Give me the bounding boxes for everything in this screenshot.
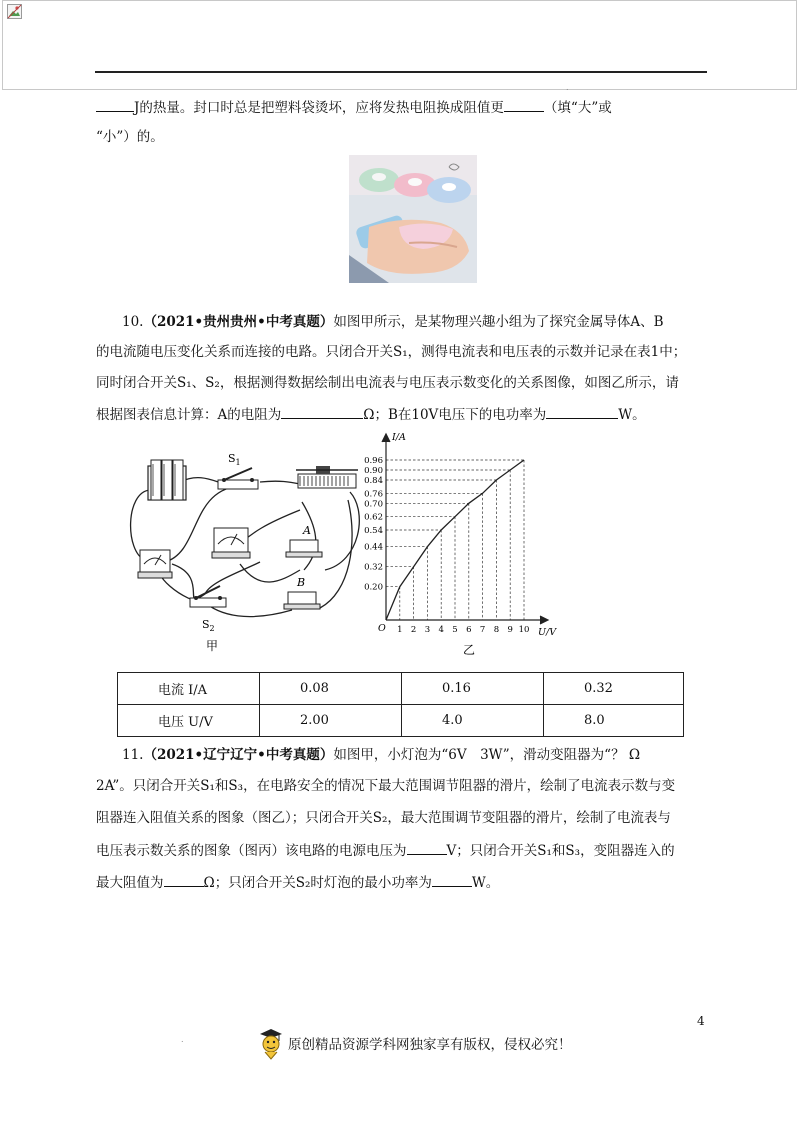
header-rule (95, 71, 707, 73)
q11-line-4: 电压表示数关系的图象（图丙）该电路的电源电压为 V；只闭合开关S₁和S₃，变阻器连入的 (96, 843, 675, 859)
table-cell: 2.00 (260, 705, 402, 737)
voltmeter-icon (212, 528, 250, 558)
label-s2: $S_2$ (202, 618, 215, 633)
figure-caption-yi: 乙 (463, 643, 476, 657)
y-tick-label: 0.32 (364, 562, 383, 573)
label-b: B (297, 576, 306, 589)
answer-blank (546, 405, 618, 419)
conductor-a-icon (286, 540, 322, 557)
rheostat-icon (296, 466, 358, 488)
q11-source: （2021•辽宁辽宁•中考真题） (143, 747, 334, 763)
page-number: 4 (697, 1014, 705, 1028)
battery-icon (148, 460, 186, 500)
q9-line-2: “小”）的。 (96, 129, 164, 145)
x-tick-label: 10 (518, 625, 530, 635)
table-cell: 0.16 (402, 673, 544, 705)
q10-source: （2021•贵州贵州•中考真题） (143, 314, 334, 330)
figure-caption-jia: 甲 (206, 639, 219, 653)
x-tick-label: 2 (410, 625, 417, 635)
q9-line-1: J的热量。封口时总是把塑料袋烫坏，应将发热电阻换成阻值更 （填“大”或 (96, 98, 612, 117)
ammeter-icon (138, 550, 172, 578)
conductor-b-icon (284, 592, 320, 609)
table-cell: 电流 I/A (118, 673, 260, 705)
origin-label: O (378, 623, 386, 634)
q11-line-2: 2A”。只闭合开关S₁和S₃，在电路安全的情况下最大范围调节阻器的滑片，绘制了电流表示数与变 (96, 778, 676, 794)
x-tick-label: 3 (424, 625, 431, 635)
y-tick-label: 0.44 (364, 542, 383, 553)
x-tick-label: 4 (438, 625, 444, 635)
broken-image-icon (7, 4, 22, 19)
data-table (117, 672, 684, 737)
x-tick-label: 1 (397, 625, 403, 635)
x-tick-label: 9 (507, 625, 513, 635)
q11-line-5: 最大阻值为 Ω；只闭合开关S₂时灯泡的最小功率为 W。 (96, 875, 500, 891)
q10-line-3: 同时闭合开关S₁、S₂，根据测得数据绘制出电流表与电压表示数变化的关系图像，如图乙所示，请 (96, 375, 679, 391)
answer-blank (164, 873, 204, 887)
y-tick-label: 0.84 (364, 476, 383, 486)
footer (258, 1026, 572, 1060)
q10-line-4: 根据图表信息计算：A的电阻为 Ω；B在10V电压下的电功率为 W。 (96, 407, 646, 423)
iu-graph (364, 428, 570, 658)
table-cell: 0.32 (544, 673, 684, 705)
y-tick-label: 0.96 (364, 456, 383, 466)
header-dot: . (566, 83, 569, 92)
label-a: A (303, 524, 311, 537)
footer-text: 原创精品资源学科网独家享有版权，侵权必究！ (288, 1037, 572, 1053)
q10-line-1: 10.（2021•贵州贵州•中考真题）如图甲所示，是某物理兴趣小组为了探究金属导体A、B (122, 314, 664, 330)
q10-line-2: 的电流随电压变化关系而连接的电路。只闭合开关S₁，测得电流表和电压表的示数并记录在表1中； (96, 344, 687, 360)
mascot-icon (258, 1026, 284, 1060)
table-row (118, 673, 684, 705)
switch-s1-icon (218, 468, 258, 489)
table-cell: 电压 U/V (118, 705, 260, 737)
x-tick-label: 5 (452, 625, 458, 635)
table-row (118, 705, 684, 737)
circuit-diagram (120, 452, 370, 657)
heat-sealer-photo (349, 155, 477, 283)
q11-line-3: 阻器连入阻值关系的图象（图乙）；只闭合开关S₂，最大范围调节变阻器的滑片，绘制了电流表与 (96, 810, 671, 826)
y-tick-label: 0.70 (364, 499, 383, 510)
table-cell: 0.08 (260, 673, 402, 705)
label-s1: $S_1$ (228, 452, 241, 467)
header-frame (2, 0, 797, 90)
table-cell: 4.0 (402, 705, 544, 737)
answer-blank (504, 98, 544, 112)
answer-blank (407, 841, 447, 855)
y-tick-label: 0.90 (364, 466, 383, 476)
x-tick-label: 7 (479, 625, 486, 635)
y-tick-label: 0.76 (364, 489, 383, 500)
table-cell: 8.0 (544, 705, 684, 737)
y-axis-label: I/A (392, 432, 406, 443)
x-axis-label: U/V (538, 627, 557, 638)
footer-dot: . (181, 1035, 184, 1044)
y-tick-label: 0.54 (364, 526, 383, 536)
answer-blank (281, 405, 363, 419)
answer-blank (96, 98, 134, 112)
y-tick-label: 0.62 (364, 512, 383, 523)
answer-blank (432, 873, 472, 887)
x-tick-label: 8 (493, 625, 500, 635)
x-tick-label: 6 (466, 625, 472, 635)
y-tick-label: 0.20 (364, 582, 383, 593)
q11-line-1: 11.（2021•辽宁辽宁•中考真题）如图甲，小灯泡为“6V 3W”，滑动变阻器为“？ Ω (122, 747, 641, 763)
